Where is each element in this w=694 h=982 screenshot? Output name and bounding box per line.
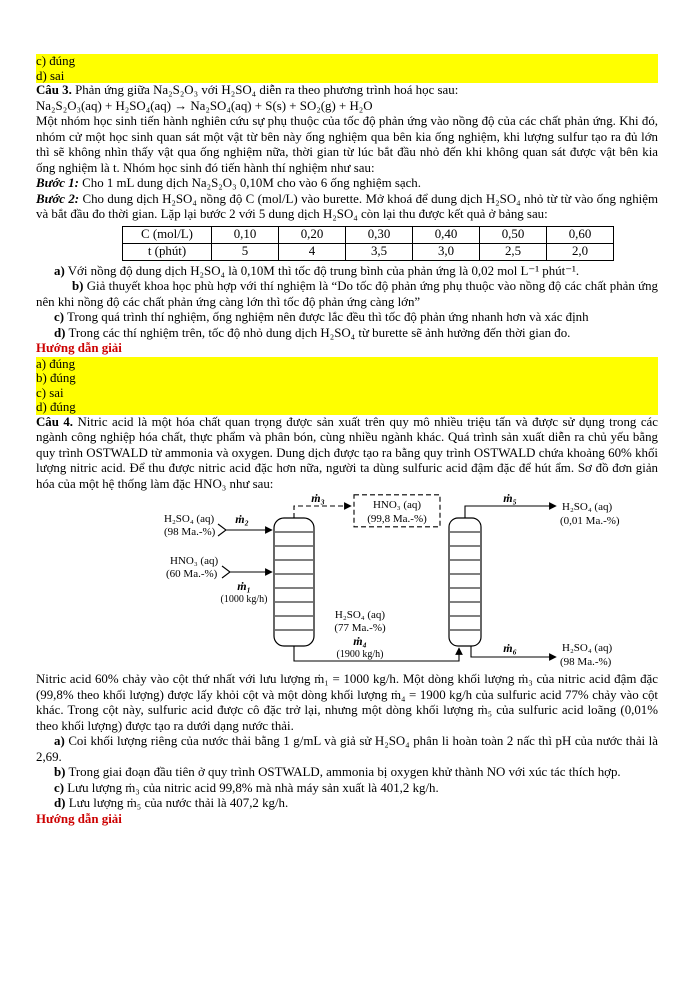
statement-label: a) — [54, 263, 65, 278]
results-table — [122, 226, 614, 261]
step-2 — [36, 192, 658, 223]
solution-heading-q4: Hướng dẫn giải — [36, 811, 122, 826]
table-cell: 0,20 — [279, 226, 346, 243]
answer-highlight-c2: c) sai — [36, 386, 658, 401]
question3-intro — [36, 83, 658, 99]
hno3-feed-label-line2: (60 Ma.-%) — [166, 568, 218, 580]
m6-stream-label: ṁ₆ — [503, 641, 517, 655]
h2so4-product-label-line2: (98 Ma.-%) — [560, 656, 612, 668]
q3-statement-d — [36, 326, 658, 342]
solution-heading-q3: Hướng dẫn giải — [36, 341, 122, 355]
h2so4-feed-label-line1: H₂SO₄ (aq) — [164, 513, 215, 525]
m1-rate-label: (1000 kg/h) — [220, 594, 268, 605]
table-cell: 3,5 — [346, 243, 413, 260]
step-1 — [36, 176, 658, 192]
statement-text: Với nồng độ dung dịch H₂SO₄ là 0,10M thì tốc độ trung bình của phản ứng là 0,02 mol L⁻¹ phút⁻¹. — [67, 263, 580, 278]
step-2-text: Cho dung dịch H₂SO₄ nồng độ C (mol/L) vào burette. Mở khoá để dung dịch H₂SO₄ nhỏ từ từ vào ống nghiệm và bắt đầu đo thời gian. Lặp lại bước 2 với 5 dung dịch H₂SO₄ còn lại thu được kết quả ở bảng sau: — [36, 191, 658, 221]
m5-stream-label: ṁ₅ — [503, 494, 517, 505]
m5-arrow — [465, 506, 556, 518]
q3-statement-c — [36, 310, 658, 326]
q4-statement-c — [36, 781, 658, 797]
table-cell: C (mol/L) — [123, 226, 212, 243]
h2so4-transfer-label-line2: (77 Ma.-%) — [334, 622, 386, 634]
step-2-label: Bước 2: — [36, 191, 80, 206]
m3-stream-label: ṁ₃ — [311, 494, 325, 505]
step-1-label: Bước 1: — [36, 176, 79, 190]
m3-arrow — [294, 506, 351, 518]
statement-text: Trong quá trình thí nghiệm, ống nghiệm nên được lắc đều thì tốc độ phản ứng nhanh hơn và xác định — [67, 310, 589, 324]
distillation-column-2 — [449, 518, 481, 646]
question3-label: Câu 3. — [36, 83, 72, 97]
question4-intro — [36, 415, 658, 493]
table-cell: 5 — [212, 243, 279, 260]
hno3-product-label-line2: (99,8 Ma.-%) — [367, 513, 427, 525]
table-row-time — [123, 243, 614, 260]
question4-label: Câu 4. — [36, 414, 74, 429]
table-cell: 0,60 — [547, 226, 614, 243]
hno3-product-label-line1: HNO₃ (aq) — [372, 499, 422, 511]
answer-highlight-d: d) sai — [36, 69, 658, 84]
question4-description: Nitric acid 60% chảy vào cột thứ nhất với lưu lượng ṁ₁ = 1000 kg/h. Một dòng khối lượng ṁ₃ của nitric acid đậm đặc (99,8% theo khối lượng) được lấy khỏi cột và một dòng khối lượng ṁ₄ = 1900 kg/h của sulfuric acid 77% chảy vào cột khác. Trong cột này, sulfuric acid được cô đặc trở lại, nhưng một dòng khối lượng ṁ₅ của sulfuric acid loãng (0,01% theo khối lượng) được tạo ra dưới dạng nước thải. — [36, 672, 658, 733]
statement-label: b) — [72, 279, 84, 293]
feed-chevron-icon — [222, 566, 230, 578]
answer-highlight-a: a) đúng — [36, 357, 658, 372]
statement-text: Trong giai đoạn đầu tiên ở quy trình OSTWALD, ammonia bị oxygen khử thành NO với xúc tác thích hợp. — [68, 765, 621, 779]
table-cell: 2,0 — [547, 243, 614, 260]
table-cell: 0,10 — [212, 226, 279, 243]
h2so4-product-label-line1: H₂SO₄ (aq) — [562, 642, 613, 654]
statement-label: b) — [54, 765, 66, 779]
h2so4-feed-label-line2: (98 Ma.-%) — [164, 526, 216, 538]
table-cell: 4 — [279, 243, 346, 260]
hno3-feed-label-line1: HNO₃ (aq) — [170, 555, 219, 567]
q3-statement-b — [36, 279, 658, 310]
chemical-equation: Na₂S₂O₃(aq) + H₂SO₄(aq) → Na₂SO₄(aq) + S(s) + SO₂(g) + H₂O — [36, 98, 373, 113]
waste-label-line2: (0,01 Ma.-%) — [560, 515, 620, 527]
answer-highlight-c: c) đúng — [36, 54, 658, 69]
table-cell: 3,0 — [413, 243, 480, 260]
statement-text: Giả thuyết khoa học phù hợp với thí nghiệm là “Do tốc độ phản ứng phụ thuộc vào nồng độ các chất phản ứng nên khi nồng độ các chất phản ứng càng lớn thì tốc độ phản ứng càng lớn” — [36, 279, 658, 309]
table-cell: 0,30 — [346, 226, 413, 243]
statement-text: Coi khối lượng riêng của nước thải bằng 1 g/mL và giả sử H₂SO₄ phân li hoàn toàn 2 nấc thì pH của nước thải là 2,69. — [36, 734, 658, 764]
feed-chevron-icon — [218, 524, 226, 536]
step-1-text: Cho 1 mL dung dịch Na₂S₂O₃ 0,10M cho vào 6 ống nghiệm sạch. — [82, 176, 421, 190]
q4-statement-d — [36, 796, 658, 812]
statement-label: d) — [54, 325, 66, 340]
question4-intro-text: Nitric acid là một hóa chất quan trọng được sản xuất trên quy mô nhiều triệu tấn và được sử dụng trong các ngành công nghiệp hóa chất, thực phẩm và phân bón, cùng nhiều ngành khác. Quá trình sản xuất diễn ra chủ yếu bằng quy trình OSTWALD từ ammonia và oxygen. Dung dịch được tạo ra bằng quy trình OSTWALD chứa khoảng 60% khối lượng nitric acid. Để thu được nitric acid đặc hơn nữa, người ta dùng sulfuric acid đậm đặc để hút ẩm. Sơ đồ đơn giản hóa của một hệ thống làm đặc HNO₃ như sau: — [36, 414, 658, 491]
statement-text: Lưu lượng ṁ₃ của nitric acid 99,8% mà nhà máy sản xuất là 401,2 kg/h. — [67, 780, 439, 795]
statement-label: c) — [54, 780, 65, 795]
statement-text: Trong các thí nghiệm trên, tốc độ nhỏ dung dịch H₂SO₄ từ burette sẽ ảnh hưởng đến thời gian đo. — [68, 325, 571, 340]
answer-highlight-b: b) đúng — [36, 371, 658, 386]
table-cell: 2,5 — [480, 243, 547, 260]
m1-stream-label: ṁ₁ — [237, 579, 251, 593]
m4-rate-label: (1900 kg/h) — [336, 649, 384, 660]
h2so4-transfer-label-line1: H₂SO₄ (aq) — [334, 609, 386, 621]
table-row-concentration — [123, 226, 614, 243]
statement-label: d) — [54, 796, 66, 810]
m2-stream-label: ṁ₂ — [235, 512, 249, 526]
q4-statement-b — [36, 765, 658, 781]
statement-text: Lưu lượng ṁ₅ của nước thải là 407,2 kg/h. — [68, 796, 289, 810]
statement-label: c) — [54, 310, 65, 324]
q3-statement-a — [36, 264, 658, 280]
table-cell: t (phút) — [123, 243, 212, 260]
q4-statement-a — [36, 734, 658, 765]
statement-label: a) — [54, 734, 65, 748]
table-cell: 0,40 — [413, 226, 480, 243]
m4-stream-label: ṁ₄ — [353, 634, 367, 648]
process-flow-svg — [154, 494, 674, 670]
answer-highlight-d2: d) đúng — [36, 400, 658, 415]
question3-description: Một nhóm học sinh tiến hành nghiên cứu sự phụ thuộc của tốc độ phản ứng vào nồng độ của các chất phản ứng. Khi đó, nhóm cử một học sinh quan sát một vật từ bên này ống nghiệm qua bên kia ống nghiệm, khi lượng sulfur tạo ra đủ lớn thì sẽ không nhìn thấy vật qua ống nghiệm nữa, thời gian từ lúc bắt đầu nhỏ đến khi không quan sát được vật bên kia ống nghiệm là t. Nhóm học sinh đó tiến hành thí nghiệm như sau: — [36, 114, 658, 175]
question3-intro-text: Phản ứng giữa Na₂S₂O₃ với H₂SO₄ diễn ra theo phương trình hoá học sau: — [75, 83, 459, 97]
hno3-concentration-process-diagram — [36, 494, 658, 670]
table-cell: 0,50 — [480, 226, 547, 243]
distillation-column-1 — [274, 518, 314, 646]
waste-label-line1: H₂SO₄ (aq) — [562, 501, 613, 513]
